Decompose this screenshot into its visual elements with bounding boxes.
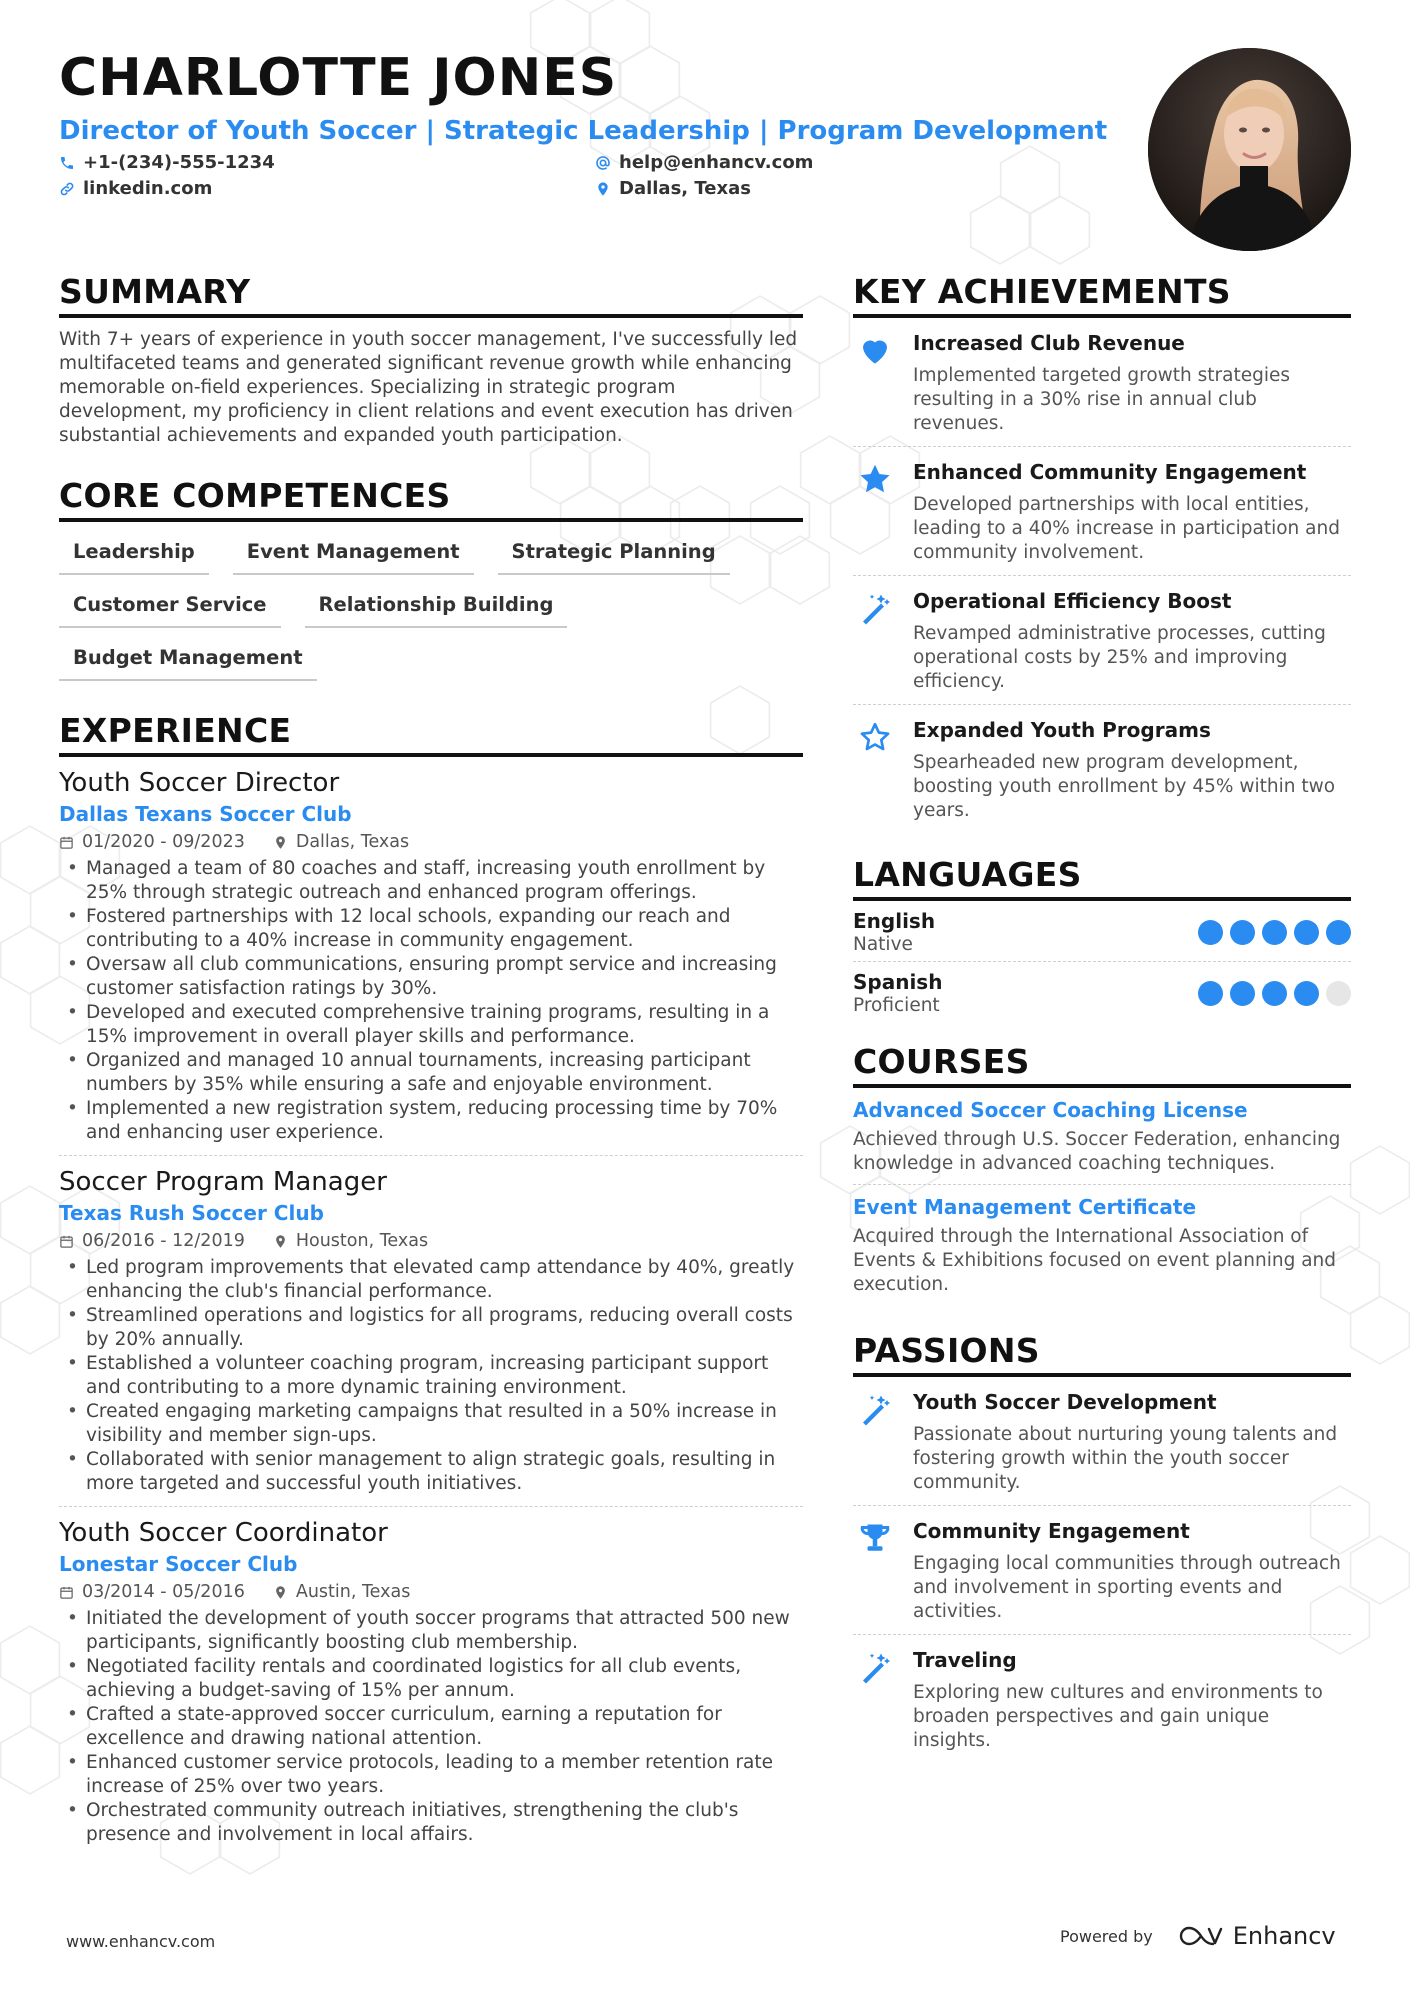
achievement-desc: Spearheaded new program development, boosting youth enrollment by 45% within two years. [913, 752, 1336, 821]
job-bullet: • Collaborated with senior management to align strategic goals, resulting in more targeted and successful youth initiatives. [59, 1448, 803, 1496]
job-meta [59, 1582, 803, 1602]
job-bullet: • Led program improvements that elevated camp attendance by 40%, greatly enhancing the club's financial performance. [59, 1256, 803, 1304]
hexagon-shape [1351, 1146, 1410, 1214]
languages-heading: LANGUAGES [853, 855, 1351, 901]
competences-section [59, 476, 803, 681]
summary-section [59, 272, 803, 448]
job-bullet: • Crafted a state-approved soccer curriculum, earning a reputation for excellence and drawing national attention. [59, 1703, 803, 1751]
passion-desc: Passionate about nurturing young talents and fostering growth within the youth soccer community. [913, 1424, 1338, 1493]
language-level: Native [853, 934, 913, 955]
right-column [853, 272, 1351, 1763]
job-location: Austin, Texas [295, 1582, 411, 1602]
hexagon-shape [1, 1286, 60, 1354]
hexagon-shape [1, 1186, 60, 1254]
hexagon-shape [1351, 1296, 1410, 1364]
job-entry [59, 1517, 803, 1857]
job-bullet: • Created engaging marketing campaigns that resulted in a 50% increase in visibility and member sign-ups. [59, 1400, 803, 1448]
passion-desc: Exploring new cultures and environments to broaden perspectives and gain unique insights. [913, 1682, 1323, 1751]
at-icon [595, 155, 611, 171]
skill-tag: Customer Service [59, 589, 281, 628]
skill-tag: Event Management [233, 536, 474, 575]
passions-section [853, 1331, 1351, 1763]
job-bullet: • Implemented a new registration system, reducing processing time by 70% and enhancing user experience. [59, 1097, 803, 1145]
passion-item [853, 1635, 1351, 1763]
passion-title: Traveling [913, 1648, 1017, 1672]
language-rating [1198, 981, 1351, 1006]
course-desc: Acquired through the International Association of Events & Exhibitions focused on event planning and execution. [853, 1226, 1336, 1295]
rating-dot-empty [1326, 981, 1351, 1006]
job-bullet: • Oversaw all club communications, ensuring prompt service and increasing customer satisfaction ratings by 30%. [59, 953, 803, 1001]
job-bullets [59, 1256, 803, 1496]
brand-name: Enhancv [1232, 1922, 1336, 1950]
hexagon-shape [1351, 1536, 1410, 1604]
calendar-icon [59, 1585, 74, 1600]
language-rating [1198, 920, 1351, 945]
location-pin-icon [273, 835, 288, 850]
achievement-item [853, 576, 1351, 705]
achievement-desc: Implemented targeted growth strategies resulting in a 30% rise in annual club revenues. [913, 365, 1291, 434]
job-title: Youth Soccer Coordinator [59, 1518, 388, 1548]
passion-item [853, 1506, 1351, 1635]
achievement-desc: Revamped administrative processes, cutting operational costs by 25% and improving efficiency. [913, 623, 1326, 692]
course-desc: Achieved through U.S. Soccer Federation, enhancing knowledge in advanced coaching techniques. [853, 1129, 1341, 1174]
job-bullet: • Fostered partnerships with 12 local schools, expanding our reach and contributing to a 40% increase in community engagement. [59, 905, 803, 953]
language-item [853, 962, 1351, 1022]
job-title: Youth Soccer Director [59, 768, 340, 798]
left-column [59, 272, 803, 1857]
contact-linkedin[interactable] [59, 178, 212, 199]
course-item [853, 1185, 1351, 1305]
courses-section [853, 1042, 1351, 1305]
hexagon-shape [1, 926, 60, 994]
hexagon-shape [1, 1726, 60, 1794]
job-entry [59, 767, 803, 1156]
linkedin-text: linkedin.com [83, 178, 213, 199]
job-title: Soccer Program Manager [59, 1167, 387, 1197]
star-icon [857, 461, 893, 497]
job-bullet: • Initiated the development of youth soccer programs that attracted 500 new participants, significantly boosting club membership. [59, 1607, 803, 1655]
rating-dot-filled [1262, 981, 1287, 1006]
course-title: Event Management Certificate [853, 1195, 1197, 1219]
rating-dot-filled [1198, 920, 1223, 945]
calendar-icon [59, 835, 74, 850]
job-bullets [59, 1607, 803, 1847]
profile-portrait-image [1148, 48, 1351, 251]
achievement-title: Expanded Youth Programs [913, 718, 1211, 742]
hexagon-shape [1, 826, 60, 894]
job-bullet: • Established a volunteer coaching program, increasing participant support and contributing to a more dynamic training environment. [59, 1352, 803, 1400]
hexagon-shape [801, 436, 860, 504]
location-pin-icon [273, 1585, 288, 1600]
enhancv-logo[interactable] [1179, 1922, 1336, 1950]
job-bullet: • Negotiated facility rentals and coordinated logistics for all club events, achieving a budget-saving of 15% per annum. [59, 1655, 803, 1703]
summary-text: With 7+ years of experience in youth soccer management, I've successfully led multifaceted teams and generated significant revenue growth while enhancing memorable on-field experiences. Specializing in strategic program development, my proficiency in client relations and event execution has driven substantial achievements and expanded youth participation. [59, 329, 798, 446]
summary-heading: SUMMARY [59, 272, 803, 318]
job-bullets [59, 857, 803, 1145]
trophy-icon [857, 1520, 893, 1556]
star-outline-icon [857, 719, 893, 755]
achievement-item [853, 447, 1351, 576]
footer-website[interactable]: www.enhancv.com [66, 1932, 216, 1951]
rating-dot-filled [1262, 920, 1287, 945]
courses-heading: COURSES [853, 1042, 1351, 1088]
job-meta [59, 1231, 803, 1251]
job-bullet: • Developed and executed comprehensive training programs, resulting in a 15% improvement in overall player skills and performance. [59, 1001, 803, 1049]
skills-list [59, 536, 803, 681]
phone-icon [59, 155, 75, 171]
job-dates: 01/2020 - 09/2023 [82, 832, 245, 852]
passions-heading: PASSIONS [853, 1331, 1351, 1377]
profile-photo [1148, 48, 1351, 251]
course-title: Advanced Soccer Coaching License [853, 1098, 1248, 1122]
language-name: Spanish [853, 970, 943, 994]
job-bullet: • Orchestrated community outreach initiatives, strengthening the club's presence and involvement in local affairs. [59, 1799, 803, 1847]
resume-header [59, 48, 1108, 212]
language-name: English [853, 909, 936, 933]
job-company: Texas Rush Soccer Club [59, 1201, 324, 1225]
heart-icon [857, 332, 893, 368]
phone-text: +1-(234)-555-1234 [83, 152, 275, 173]
contact-phone[interactable] [59, 152, 275, 173]
skill-tag: Relationship Building [305, 589, 568, 628]
skill-tag: Budget Management [59, 642, 317, 681]
job-bullet: • Organized and managed 10 annual tournaments, increasing participant numbers by 35% while ensuring a safe and enjoyable environment. [59, 1049, 803, 1097]
job-entry [59, 1166, 803, 1507]
job-location: Dallas, Texas [295, 832, 410, 852]
calendar-icon [59, 1234, 74, 1249]
job-bullet: • Enhanced customer service protocols, leading to a member retention rate increase of 25% over two years. [59, 1751, 803, 1799]
achievement-title: Increased Club Revenue [913, 331, 1185, 355]
contact-info [59, 152, 1059, 212]
powered-by-text: Powered by [1060, 1926, 1153, 1946]
passion-desc: Engaging local communities through outreach and involvement in sporting events and activities. [913, 1553, 1341, 1622]
job-bullet: • Managed a team of 80 coaches and staff, increasing youth enrollment by 25% through strategic outreach and enhanced program offerings. [59, 857, 803, 905]
course-item [853, 1088, 1351, 1185]
passion-item [853, 1377, 1351, 1506]
job-location: Houston, Texas [295, 1231, 429, 1251]
job-company: Lonestar Soccer Club [59, 1552, 298, 1576]
enhancv-logo-icon [1179, 1924, 1225, 1948]
candidate-headline: Director of Youth Soccer | Strategic Leadership | Program Development [59, 116, 1108, 146]
location-text: Dallas, Texas [619, 178, 751, 199]
footer-branding [1060, 1922, 1336, 1950]
rating-dot-filled [1230, 920, 1255, 945]
rating-dot-filled [1230, 981, 1255, 1006]
language-item [853, 901, 1351, 962]
magic-wand-icon [857, 1649, 893, 1685]
experience-section [59, 711, 803, 1857]
rating-dot-filled [1294, 981, 1319, 1006]
achievement-title: Operational Efficiency Boost [913, 589, 1232, 613]
job-meta [59, 832, 803, 852]
rating-dot-filled [1326, 920, 1351, 945]
skill-tag: Strategic Planning [498, 536, 730, 575]
skill-tag: Leadership [59, 536, 209, 575]
achievement-item [853, 318, 1351, 447]
location-pin-icon [273, 1234, 288, 1249]
location-pin-icon [595, 181, 611, 197]
passion-title: Community Engagement [913, 1519, 1190, 1543]
email-text: help@enhancv.com [619, 152, 814, 173]
achievement-item [853, 705, 1351, 833]
rating-dot-filled [1294, 920, 1319, 945]
job-bullet: • Streamlined operations and logistics for all programs, reducing overall costs by 20% annually. [59, 1304, 803, 1352]
job-dates: 03/2014 - 05/2016 [82, 1582, 245, 1602]
experience-heading: EXPERIENCE [59, 711, 803, 757]
contact-location [595, 178, 751, 199]
competences-heading: CORE COMPETENCES [59, 476, 803, 522]
hexagon-shape [1, 1626, 60, 1694]
magic-wand-icon [857, 1391, 893, 1427]
rating-dot-filled [1198, 981, 1223, 1006]
link-icon [59, 181, 75, 197]
language-level: Proficient [853, 995, 940, 1016]
achievements-section [853, 272, 1351, 833]
magic-wand-icon [857, 590, 893, 626]
contact-email[interactable] [595, 152, 813, 173]
job-dates: 06/2016 - 12/2019 [82, 1231, 245, 1251]
achievements-heading: KEY ACHIEVEMENTS [853, 272, 1351, 318]
achievement-title: Enhanced Community Engagement [913, 460, 1307, 484]
passion-title: Youth Soccer Development [913, 1390, 1217, 1414]
languages-section [853, 855, 1351, 1022]
job-company: Dallas Texans Soccer Club [59, 802, 352, 826]
candidate-name: CHARLOTTE JONES [59, 48, 618, 108]
achievement-desc: Developed partnerships with local entities, leading to a 40% increase in participation and community involvement. [913, 494, 1340, 563]
